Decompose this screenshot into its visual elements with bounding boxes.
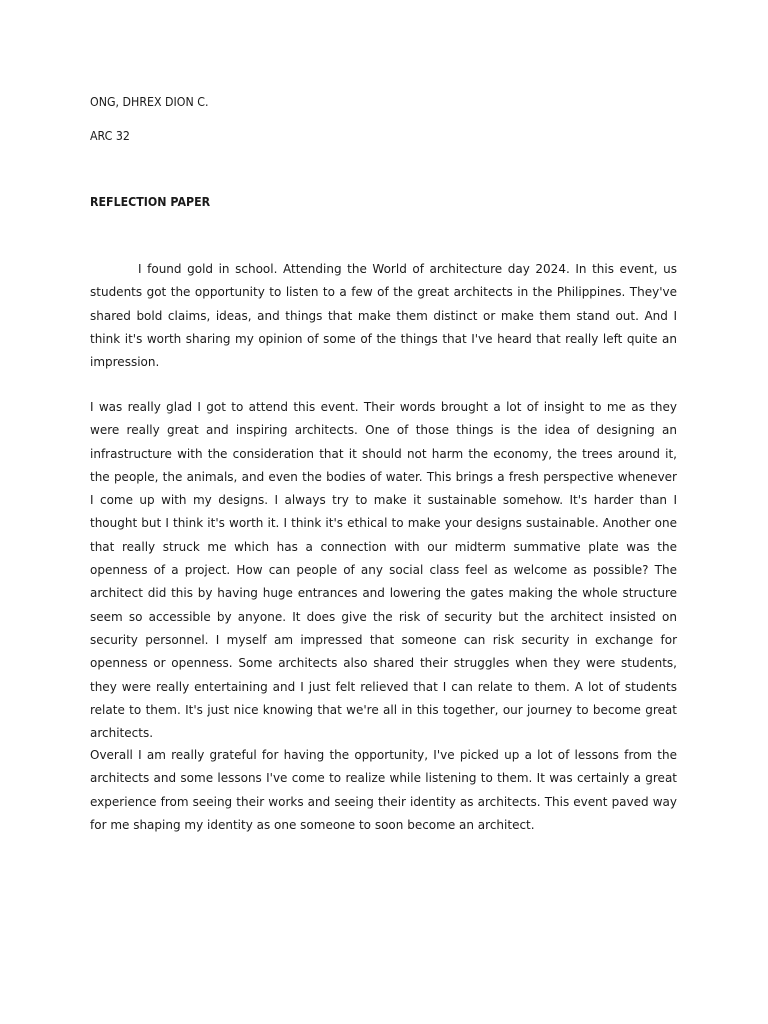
paragraph-intro-text: I found gold in school. Attending the World of architecture day 2024. In this event, us students got the opportunity to listen to a few of the great architects in the Philippines. They've shared bold claims, ideas, and things that make them distinct or make them stand out. And I think it's worth sharing my opinion of some of the things that I've heard that really left quite an impression. [90, 262, 677, 370]
paragraph-conclusion-text: Overall I am really grateful for having the opportunity, I've picked up a lot of lessons from the architects and some lessons I've come to realize while listening to them. It was certainly a great experience from seeing their works and seeing their identity as architects. This event paved way for me shaping my identity as one someone to soon become an architect. [90, 748, 677, 832]
document-title: REFLECTION PAPER [90, 195, 211, 209]
paragraph-main-text: I was really glad I got to attend this event. Their words brought a lot of insight to me as they were really great and inspiring architects. One of those things is the idea of designing an infrastructure with the consideration that it should not harm the economy, the trees around it, the people, the animals, and even the bodies of water. This brings a fresh perspective whenever I come up with my designs. I always try to make it sustainable somehow. It's harder than I thought but I think it's worth it. I think it's ethical to make your designs sustainable. Another one that really struck me which has a connection with our midterm summative plate was the openness of a project. How can people of any social class feel as welcome as possible? The architect did this by having huge entrances and lowering the gates making the whole structure seem so accessible by anyone. It does give the risk of security but the architect insisted on security personnel. I myself am impressed that someone can risk security in exchange for openness or openness. Some architects also shared their struggles when they were students, they were really entertaining and I just felt relieved that I can relate to them. A lot of students relate to them. It's just nice knowing that we're all in this together, our journey to become great architects. [90, 400, 677, 741]
class-code: ARC 32 [90, 129, 130, 143]
paragraph-intro [90, 258, 677, 374]
student-name: ONG, DHREX DION C. [90, 95, 209, 109]
paragraph-conclusion [90, 744, 677, 837]
paragraph-main [90, 396, 677, 745]
